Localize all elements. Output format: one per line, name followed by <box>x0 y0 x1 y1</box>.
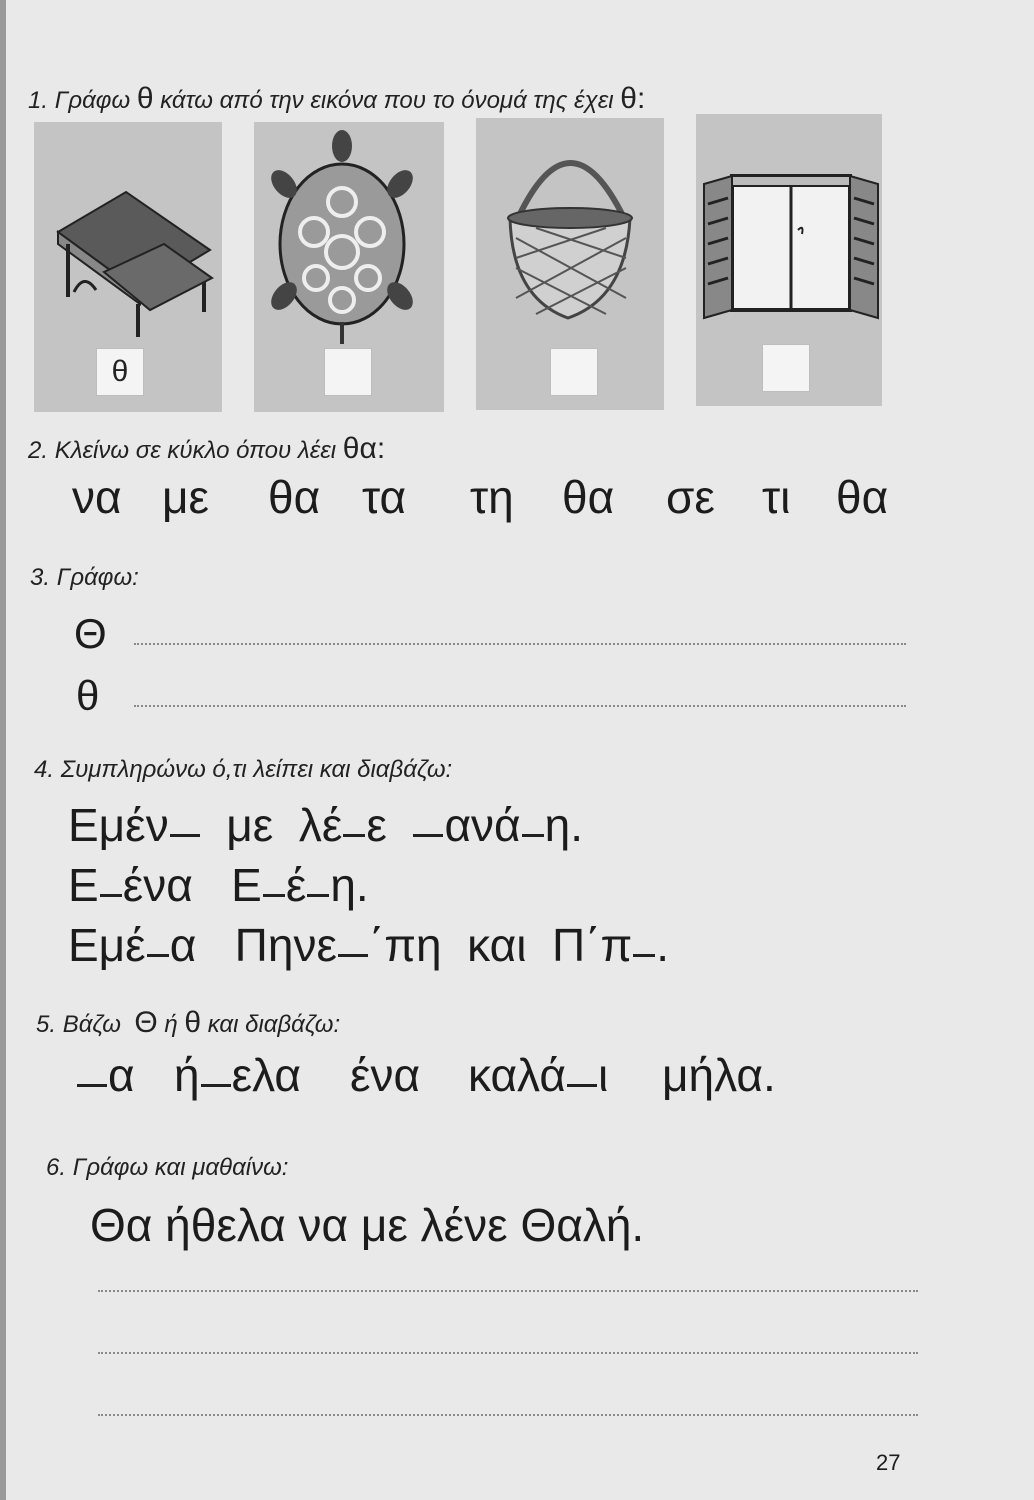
syllable[interactable]: σε <box>666 471 715 523</box>
syllable[interactable]: τα <box>362 471 407 523</box>
instruction-text: Βάζω <box>62 1011 121 1038</box>
exercise-2-instruction <box>28 432 385 466</box>
turtle-picture <box>254 122 444 412</box>
exercise-number: 4. <box>34 756 55 783</box>
instruction-text: Γράφω <box>54 87 131 114</box>
exercise-number: 2. <box>28 437 49 464</box>
fill-in-word: α <box>76 1048 135 1102</box>
blank[interactable] <box>307 894 329 897</box>
page-number: 27 <box>876 1450 901 1475</box>
instruction-text: Γράφω και μαθαίνω: <box>72 1154 289 1181</box>
stool-picture <box>34 122 222 412</box>
syllable[interactable]: να <box>72 471 122 523</box>
writing-line[interactable] <box>98 1290 918 1292</box>
lowercase-letter: θ <box>76 672 100 719</box>
fill-in-word: καλά ι <box>468 1049 609 1101</box>
blank[interactable] <box>77 1084 107 1087</box>
exercise-number: 1. <box>28 87 49 114</box>
target-letter: θ: <box>620 82 646 115</box>
fill-in-word: ή ελα <box>174 1049 301 1101</box>
exercise-4-instruction <box>34 756 452 784</box>
target-letter: θ <box>136 82 154 115</box>
word: ένα <box>350 1049 421 1101</box>
answer-box[interactable] <box>324 348 372 396</box>
instruction-text: και διαβάζω: <box>207 1011 341 1038</box>
exercise-number: 5. <box>36 1011 57 1038</box>
blank[interactable] <box>100 894 122 897</box>
instruction-text: Γράφω: <box>56 564 139 591</box>
basket-picture <box>476 118 664 410</box>
writing-line[interactable] <box>98 1414 918 1416</box>
window-picture <box>696 114 882 406</box>
blank[interactable] <box>263 894 285 897</box>
answer-box[interactable] <box>550 348 598 396</box>
syllable[interactable]: θα <box>836 471 889 523</box>
writing-line[interactable] <box>134 705 906 707</box>
exercise-number: 6. <box>46 1154 67 1181</box>
instruction-text: Συμπληρώνω ό,τι λείπει και διαβάζω: <box>60 756 453 783</box>
syllable[interactable]: τι <box>762 471 791 523</box>
blank[interactable] <box>413 834 443 837</box>
instruction-text: ή <box>164 1011 178 1038</box>
target-syllable: θα: <box>342 432 386 465</box>
answer-box[interactable]: θ <box>96 348 144 396</box>
writing-line[interactable] <box>134 643 906 645</box>
uppercase-letter: Θ <box>74 610 107 657</box>
writing-line[interactable] <box>98 1352 918 1354</box>
blank[interactable] <box>147 954 169 957</box>
exercise-3-instruction <box>30 564 139 592</box>
blank[interactable] <box>343 834 365 837</box>
instruction-text: κάτω από την εικόνα που το όνομά της έχει <box>160 87 614 114</box>
blank[interactable] <box>522 834 544 837</box>
blank[interactable] <box>633 954 655 957</box>
exercise-5-instruction <box>36 1006 340 1040</box>
syllable[interactable]: με <box>162 471 210 523</box>
exercise-number: 3. <box>30 564 51 591</box>
word: μήλα. <box>662 1049 776 1101</box>
lowercase-letter: θ <box>184 1006 202 1039</box>
blank[interactable] <box>567 1084 597 1087</box>
instruction-text: Κλείνω σε κύκλο όπου λέει <box>54 437 337 464</box>
blank[interactable] <box>170 834 200 837</box>
uppercase-letter: Θ <box>134 1006 158 1039</box>
syllable[interactable]: τη <box>470 471 514 523</box>
exercise-6-instruction <box>46 1154 288 1182</box>
answer-box[interactable] <box>762 344 810 392</box>
syllable[interactable]: θα <box>268 471 321 523</box>
exercise-1-instruction <box>28 82 645 116</box>
fill-in-line-2: Ε ένα Ε έ η. <box>68 859 369 911</box>
page-edge <box>0 0 6 1500</box>
fill-in-line-1: Εμέν με λέ ε ανά η. <box>68 799 583 851</box>
fill-in-line-3: Εμέ α Πηνε ΄πη και Π΄π . <box>68 919 670 971</box>
blank[interactable] <box>201 1084 231 1087</box>
blank[interactable] <box>338 954 368 957</box>
model-sentence: Θα ήθελα να με λένε Θαλή. <box>90 1199 645 1251</box>
syllable[interactable]: θα <box>562 471 615 523</box>
